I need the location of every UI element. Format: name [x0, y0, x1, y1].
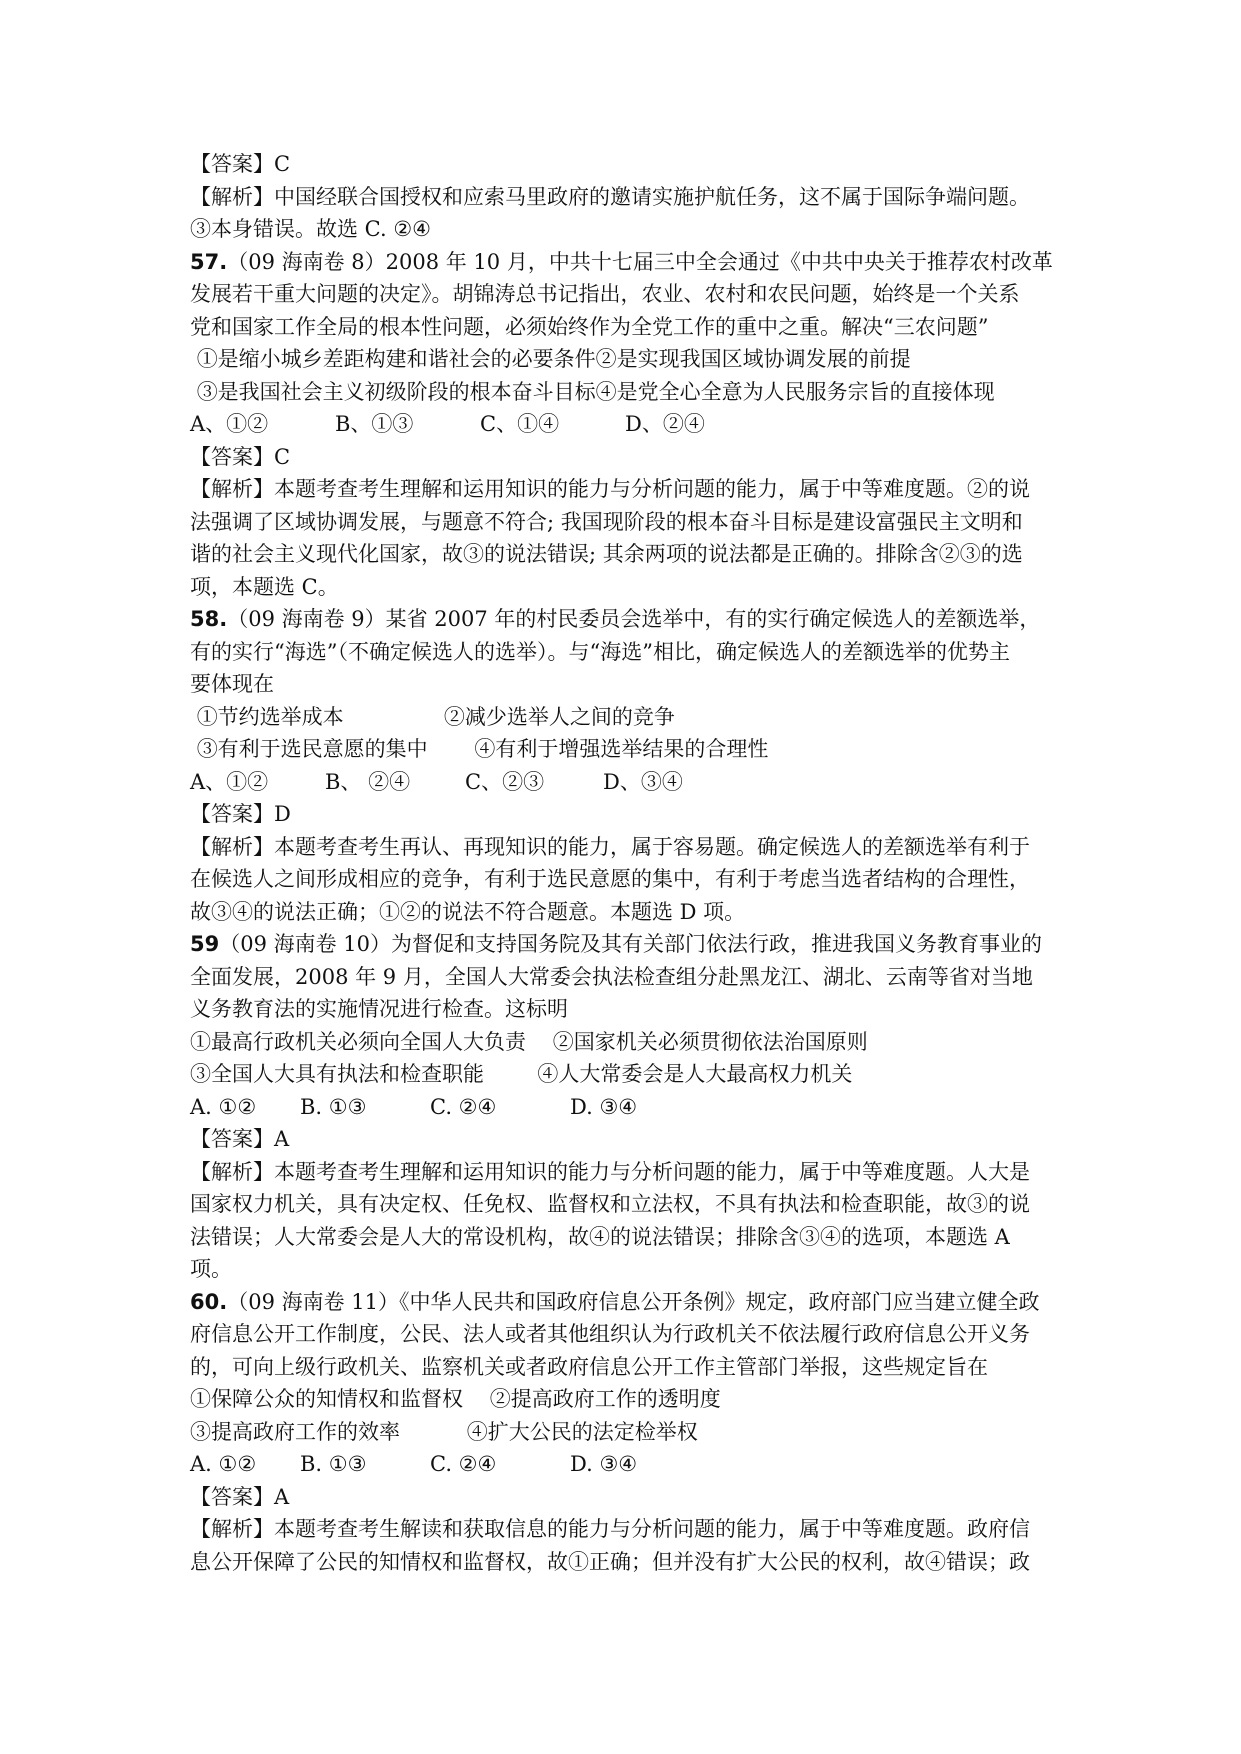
line-text: ③全国人大具有执法和检查职能 ④人大常委会是人大最高权力机关: [190, 1062, 853, 1086]
text-line: [190, 181, 1070, 214]
option-b: B. ①③: [300, 1452, 367, 1476]
line-text: 【答案】A: [190, 1127, 290, 1151]
line-text: ③是我国社会主义初级阶段的根本奋斗目标④是党全心全意为人民服务宗旨的直接体现: [190, 379, 995, 404]
answer-options: [190, 1448, 1070, 1481]
line-text: 法强调了区域协调发展，与题意不符合; 我国现阶段的根本奋斗目标是建设富强民主文明和: [190, 509, 1023, 534]
text-line: [190, 1546, 1070, 1579]
line-text: ③有利于选民意愿的集中 ④有利于增强选举结果的合理性: [190, 737, 769, 761]
line-text: ①是缩小城乡差距构建和谐社会的必要条件②是实现我国区域协调发展的前提: [190, 347, 911, 371]
option-c: C. ②④: [430, 1452, 497, 1476]
text-line: [190, 311, 1070, 344]
option-d: D. ③④: [570, 1452, 638, 1476]
option-b: B. ①③: [300, 1094, 367, 1119]
line-text: 项。: [190, 1257, 232, 1281]
text-line: [190, 1416, 1070, 1449]
line-text: 要体现在: [190, 672, 274, 696]
question-line: [190, 246, 1070, 279]
line-text: 【解析】本题考查考生理解和运用知识的能力与分析问题的能力，属于中等难度题。②的说: [190, 477, 1030, 501]
text-line: [190, 376, 1070, 409]
text-line: [190, 441, 1070, 474]
text-line: [190, 896, 1070, 929]
option-b: B、①③: [335, 412, 414, 436]
line-text: 法错误；人大常委会是人大的常设机构，故④的说法错误；排除含③④的选项，本题选 A: [190, 1224, 1010, 1249]
question-number: 58.: [190, 607, 228, 631]
line-text: 府信息公开工作制度，公民、法人或者其他组织认为行政机关不依法履行政府信息公开义务: [190, 1322, 1030, 1346]
question-line: [190, 1286, 1070, 1319]
line-text: 【答案】C: [190, 444, 291, 469]
line-text: 谐的社会主义现代化国家，故③的说法错误; 其余两项的说法都是正确的。排除含②③的选: [190, 542, 1023, 566]
option-a: A. ①②: [190, 1094, 257, 1119]
line-text: 【解析】本题考查考生解读和获取信息的能力与分析问题的能力，属于中等难度题。政府信: [190, 1517, 1030, 1541]
text-line: [190, 1221, 1070, 1254]
line-text: 义务教育法的实施情况进行检查。这标明: [190, 997, 568, 1021]
question-number: 59: [190, 932, 220, 956]
line-text: 在候选人之间形成相应的竞争，有利于选民意愿的集中，有利于考虑当选者结构的合理性，: [190, 867, 1030, 891]
line-text: 党和国家工作全局的根本性问题，必须始终作为全党工作的重中之重。解决“三农问题”: [190, 314, 989, 339]
line-text: ①保障公众的知情权和监督权 ②提高政府工作的透明度: [190, 1387, 721, 1411]
line-text: 【答案】C: [190, 152, 291, 176]
question-number: 57.: [190, 249, 228, 274]
line-text: 的，可向上级行政机关、监察机关或者政府信息公开工作主管部门举报，这些规定旨在: [190, 1354, 988, 1379]
line-text: 【解析】本题考查考生再认、再现知识的能力，属于容易题。确定候选人的差额选举有利于: [190, 834, 1030, 859]
line-text: ①最高行政机关必须向全国人大负责 ②国家机关必须贯彻依法治国原则: [190, 1029, 868, 1054]
line-text: 息公开保障了公民的知情权和监督权，故①正确；但并没有扩大公民的权利，故④错误；政: [190, 1549, 1030, 1574]
text-line: [190, 1058, 1070, 1091]
question-line: [190, 928, 1070, 961]
question-number: 60.: [190, 1289, 228, 1314]
text-line: [190, 733, 1070, 766]
text-line: [190, 863, 1070, 896]
text-line: [190, 798, 1070, 831]
line-text: 国家权力机关，具有决定权、任免权、监督权和立法权，不具有执法和检查职能，故③的说: [190, 1192, 1030, 1216]
text-line: [190, 1481, 1070, 1514]
line-text: 项，本题选 C。: [190, 574, 339, 599]
text-line: [190, 701, 1070, 734]
option-a: A. ①②: [190, 1452, 257, 1476]
line-text: ③提高政府工作的效率 ④扩大公民的法定检举权: [190, 1419, 698, 1444]
text-line: [190, 1351, 1070, 1384]
text-line: [190, 1156, 1070, 1189]
text-line: [190, 1513, 1070, 1546]
text-line: [190, 1383, 1070, 1416]
line-text: 【答案】A: [190, 1484, 290, 1509]
line-text: 有的实行“海选”（不确定候选人的选举）。与“海选”相比，确定候选人的差额选举的优势主: [190, 639, 1010, 664]
line-text: 发展若干重大问题的决定》。胡锦涛总书记指出，农业、农村和农民问题，始终是一个关系: [190, 282, 1020, 306]
line-text: 【解析】中国经联合国授权和应索马里政府的邀请实施护航任务，这不属于国际争端问题。: [190, 184, 1030, 209]
option-a: A、①②: [190, 412, 269, 436]
text-line: [190, 961, 1070, 994]
text-line: [190, 636, 1070, 669]
answer-options: [190, 1091, 1070, 1124]
text-line: [190, 538, 1070, 571]
text-line: [190, 1026, 1070, 1059]
text-line: [190, 506, 1070, 539]
text-line: [190, 668, 1070, 701]
option-d: D、③④: [603, 769, 683, 794]
text-line: [190, 1318, 1070, 1351]
option-c: C. ②④: [430, 1094, 497, 1119]
option-c: C、②③: [465, 769, 545, 794]
option-b: B、 ②④: [325, 769, 411, 794]
option-a: A、①②: [190, 769, 269, 794]
text-line: [190, 343, 1070, 376]
text-line: [190, 993, 1070, 1026]
text-line: [190, 473, 1070, 506]
text-line: [190, 278, 1070, 311]
text-line: [190, 1123, 1070, 1156]
text-line: [190, 571, 1070, 604]
line-text: 【解析】本题考查考生理解和运用知识的能力与分析问题的能力，属于中等难度题。人大是: [190, 1159, 1030, 1184]
answer-options: [190, 408, 1070, 441]
line-text: （09 海南卷 8）2008 年 10 月，中共十七届三中全会通过《中共中央关于推荐农村改革: [227, 249, 1053, 274]
line-text: （09 海南卷 10）为督促和支持国务院及其有关部门依法行政，推进我国义务教育事业的: [219, 932, 1043, 956]
line-text: 全面发展，2008 年 9 月，全国人大常委会执法检查组分赴黑龙江、湖北、云南等省对当地: [190, 964, 1033, 989]
line-text: 故③④的说法正确；①②的说法不符合题意。本题选 D 项。: [190, 899, 746, 924]
option-d: D. ③④: [570, 1094, 638, 1119]
line-text: ③本身错误。故选 C. ②④: [190, 217, 431, 241]
line-text: ①节约选举成本 ②减少选举人之间的竞争: [190, 704, 675, 729]
text-line: [190, 1188, 1070, 1221]
text-line: [190, 148, 1070, 181]
line-text: （09 海南卷 11）《中华人民共和国政府信息公开条例》规定，政府部门应当建立健全政: [227, 1289, 1040, 1314]
question-line: [190, 603, 1070, 636]
line-text: 【答案】D: [190, 802, 291, 826]
answer-options: [190, 766, 1070, 799]
document-page: [190, 148, 1070, 1578]
text-line: [190, 213, 1070, 246]
text-line: [190, 1253, 1070, 1286]
text-line: [190, 831, 1070, 864]
option-c: C、①④: [480, 412, 560, 436]
option-d: D、②④: [625, 412, 705, 436]
line-text: （09 海南卷 9）某省 2007 年的村民委员会选举中，有的实行确定候选人的差额选举，: [227, 607, 1041, 631]
